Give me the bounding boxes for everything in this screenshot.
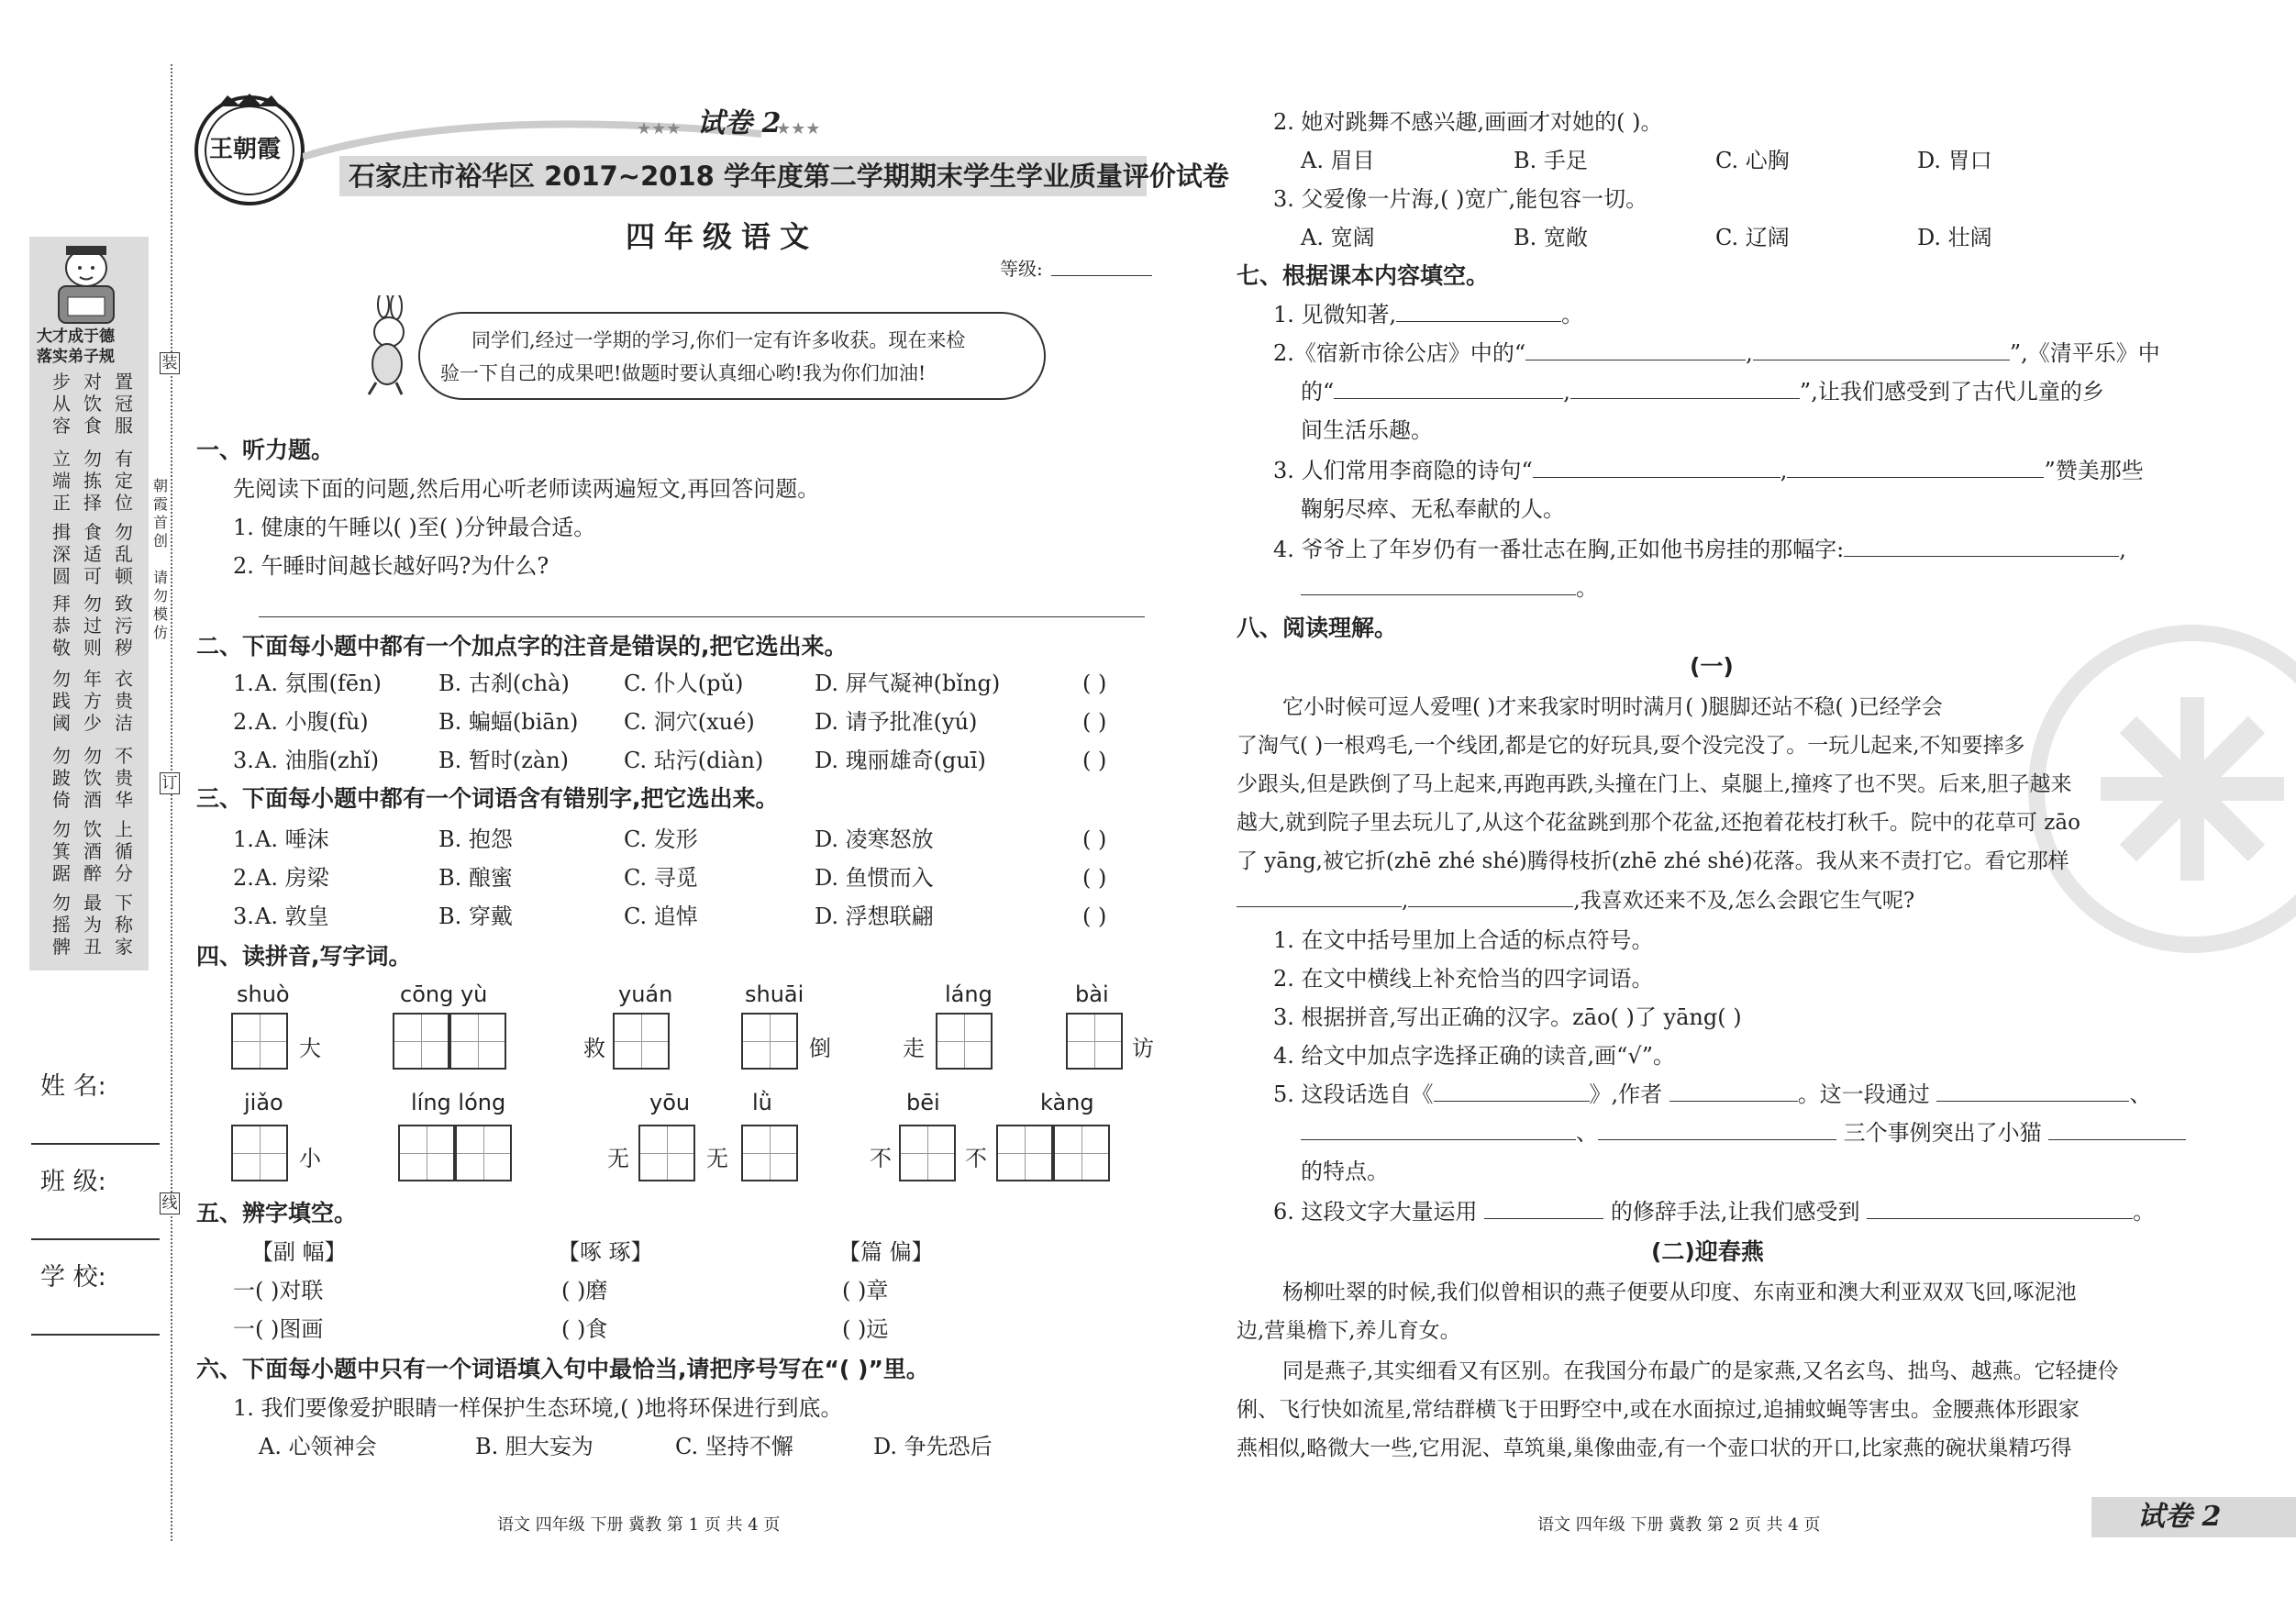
motto-line-1: 大才成于德: [37, 327, 115, 346]
pinyin: lǜ: [752, 1090, 772, 1115]
fill-blank[interactable]: [1301, 1119, 1576, 1140]
char-box[interactable]: [638, 1125, 695, 1181]
section8-title: 八、阅读理解。: [1237, 615, 1398, 641]
section8-q6: [1273, 1198, 2155, 1225]
section7-title: 七、根据课本内容填空。: [1237, 262, 1490, 289]
rule-col: 勿践阈: [52, 668, 71, 734]
rule-col: 拜恭敬: [52, 593, 71, 659]
fold-mark: 线: [160, 1192, 180, 1214]
char-box[interactable]: [936, 1013, 993, 1070]
fill-blank[interactable]: [1844, 536, 2119, 557]
char-box[interactable]: [613, 1013, 670, 1070]
rule-col: 勿摇髀: [52, 892, 71, 958]
char-box[interactable]: [741, 1125, 798, 1181]
option-c[interactable]: C. 玷污(diàn): [624, 748, 764, 773]
option-a[interactable]: A. 心领神会: [259, 1434, 377, 1459]
fill-blank[interactable]: [1753, 339, 2010, 360]
given-char: 小: [299, 1146, 321, 1171]
item-number: 1.: [233, 671, 254, 696]
section7-q1: [1273, 301, 1583, 328]
passage1-line: 越大,就到院子里去玩儿了,从这个花盆跳到那个花盆,还抱着花枝打秋千。院中的花草可 zāo: [1237, 811, 2080, 835]
section6-q1: 1. 我们要像爱护眼睛一样保护生态环境,( )地将环保进行到底。: [233, 1395, 843, 1421]
series-stars-right: ★★★: [776, 119, 821, 139]
fill-blank[interactable]: [1867, 1198, 2133, 1219]
passage2-line: 杨柳吐翠的时候,我们似曾相识的燕子便要从印度、东南亚和澳大利亚双双飞回,啄泥池: [1282, 1281, 2077, 1304]
fill-blank[interactable]: [1434, 1081, 1590, 1102]
motto-line-2: 落实弟子规: [37, 348, 115, 366]
fill-blank[interactable]: [1396, 301, 1561, 322]
option-c[interactable]: C. 仆人(pǔ): [624, 671, 744, 696]
rule-col: 勿拣择: [83, 448, 102, 514]
given-char: 无: [607, 1146, 629, 1171]
section7-q2: [1273, 339, 2160, 367]
fill-blank[interactable]: [1533, 457, 1780, 478]
fill-blank[interactable]: [1669, 1081, 1798, 1102]
section8-q5: [1273, 1081, 2151, 1108]
section1-q2: 2. 午睡时间越长越好吗?为什么?: [233, 553, 549, 579]
q-text: 1. 见微知著,: [1273, 302, 1397, 327]
fill-item[interactable]: 一( )对联: [233, 1278, 324, 1303]
option-b[interactable]: B. 手足: [1514, 148, 1588, 173]
section1-title: 一、听力题。: [196, 437, 335, 463]
given-char: 访: [1132, 1036, 1154, 1061]
given-char: 救: [583, 1036, 605, 1061]
section5-title: 五、辨字填空。: [196, 1200, 358, 1226]
passage2-line: 边,营巢檐下,养儿育女。: [1237, 1319, 1461, 1343]
rule-col: 立端正: [52, 448, 71, 514]
option-c[interactable]: C. 坚持不懈: [675, 1434, 793, 1459]
comma: ,: [2119, 537, 2126, 562]
section7-q2-end: 间生活乐趣。: [1301, 417, 1433, 443]
school-label: 学 校:: [40, 1263, 106, 1292]
section6-q3: 3. 父爱像一片海,( )宽广,能包容一切。: [1273, 186, 1648, 212]
rule-col: 勿饮酒: [83, 745, 102, 811]
pinyin: cōng yù: [400, 981, 488, 1007]
option-d[interactable]: D. 浮想联翩: [815, 904, 934, 929]
class-label: 班 级:: [40, 1168, 106, 1196]
option-d[interactable]: D. 胃口: [1917, 148, 1992, 173]
rule-col: 置冠服: [115, 371, 133, 437]
fill-item[interactable]: 一( )图画: [233, 1316, 324, 1342]
fold-mark: 订: [160, 772, 180, 794]
fill-item[interactable]: ( )食: [561, 1316, 608, 1342]
option-d[interactable]: D. 屏气凝神(bǐng): [815, 671, 1001, 696]
section6-title: 六、下面每小题中只有一个词语填入句中最恰当,请把序号写在“( )”里。: [196, 1356, 929, 1382]
footer-right: 语文 四年级 下册 冀教 第 2 页 共 4 页: [1537, 1515, 1821, 1535]
rule-col: 上循分: [115, 818, 133, 884]
logo-badge: [191, 92, 308, 209]
section6-q2: 2. 她对跳舞不感兴趣,画画才对她的( )。: [1273, 109, 1663, 135]
fill-blank[interactable]: [1484, 1198, 1603, 1219]
q-text: 4. 爷爷上了年岁仍有一番壮志在胸,正如他书房挂的那幅字:: [1273, 537, 1845, 562]
section8-q5-end: 的特点。: [1301, 1159, 1389, 1184]
fill-blank[interactable]: [1598, 1119, 1836, 1140]
option-b[interactable]: B. 胆大妄为: [475, 1434, 593, 1459]
rule-col: 步从容: [52, 371, 71, 437]
option-d[interactable]: D. 争先恐后: [873, 1434, 993, 1459]
char-box[interactable]: [899, 1125, 956, 1181]
fill-blank[interactable]: [1570, 378, 1800, 399]
option-c[interactable]: C. 寻觅: [624, 865, 698, 891]
q-text: ”,《清平乐》中: [2009, 340, 2160, 366]
rule-col: 勿跛倚: [52, 745, 71, 811]
q-text: 、: [2129, 1081, 2152, 1107]
grade-field[interactable]: [1051, 275, 1152, 276]
char-box[interactable]: [1053, 1125, 1110, 1181]
section2-title: 二、下面每小题中都有一个加点字的注音是错误的,把它选出来。: [196, 633, 848, 660]
given-char: 走: [903, 1036, 925, 1061]
rule-col: 饮酒醉: [83, 818, 102, 884]
period: 。: [1576, 575, 1598, 601]
binding-line: [171, 64, 172, 1541]
item-number: 2.: [233, 865, 254, 891]
period: 。: [1561, 302, 1584, 327]
option-a[interactable]: A. 唾沫: [255, 826, 329, 852]
option-b[interactable]: B. 酿蜜: [438, 865, 513, 891]
section1-q1: 1. 健康的午睡以( )至( )分钟最合适。: [233, 515, 596, 540]
section7-q4-cont: [1301, 574, 1598, 602]
exam-title: 石家庄市裕华区 2017~2018 学年度第二学期期末学生学业质量评价试卷: [349, 161, 1229, 192]
series-label: 试卷 2: [697, 107, 782, 139]
grade-label: 等级:: [1000, 258, 1043, 280]
section7-q3: [1273, 457, 2144, 484]
option-b[interactable]: B. 暂时(zàn): [438, 748, 570, 773]
given-char: 无: [706, 1146, 728, 1171]
header-swoosh: [303, 106, 761, 161]
option-c[interactable]: C. 洞穴(xué): [624, 709, 755, 735]
fill-blank[interactable]: [1301, 574, 1576, 595]
answer-blank[interactable]: ( ): [1082, 748, 1107, 773]
char-box[interactable]: [231, 1125, 288, 1181]
rule-col: 对饮食: [83, 371, 102, 437]
q-text: 5. 这段话选自《: [1273, 1081, 1434, 1107]
passage1-line: 它小时候可逗人爱哩( )才来我家时明时满月( )腿脚还站不稳( )已经学会: [1282, 695, 1943, 719]
section1-answer-line[interactable]: [259, 616, 1145, 617]
comma: ,: [1563, 379, 1570, 405]
rule-col: 下称家: [115, 892, 133, 958]
fill-blank[interactable]: [1787, 457, 2044, 478]
option-c[interactable]: C. 心胸: [1715, 148, 1790, 173]
section8-q3: 3. 根据拼音,写出正确的汉字。zāo( )了 yāng( ): [1273, 1004, 1742, 1030]
pinyin: yōu: [649, 1090, 691, 1115]
rule-col: 最为丑: [83, 892, 102, 958]
rule-col: 勿箕踞: [52, 818, 71, 884]
section1-instruction: 先阅读下面的问题,然后用心听老师读两遍短文,再回答问题。: [233, 476, 820, 502]
fill-blank[interactable]: [1525, 339, 1746, 360]
passage1-line: 少跟头,但是跌倒了马上起来,再跑再跌,头撞在门上、桌腿上,撞疼了也不哭。后来,胆子越来: [1237, 772, 2072, 796]
char-box[interactable]: [996, 1125, 1053, 1181]
series-stars-left: ★★★: [637, 119, 682, 139]
comma: ,: [1746, 340, 1753, 366]
pinyin: shuāi: [745, 981, 804, 1007]
name-field[interactable]: [31, 1143, 160, 1145]
option-a[interactable]: A. 氛围(fēn): [255, 671, 382, 696]
q-text: 的“: [1301, 379, 1335, 405]
q-text: 。: [2133, 1199, 2156, 1225]
pinyin: bēi: [906, 1090, 940, 1115]
q-text: 、: [1576, 1120, 1598, 1146]
q-text: 。这一段通过: [1797, 1081, 1930, 1107]
char-box[interactable]: [449, 1013, 506, 1070]
fill-item[interactable]: ( )远: [842, 1316, 889, 1342]
given-char: 不: [870, 1146, 892, 1171]
group-label: 【啄 琢】: [558, 1239, 653, 1265]
passage1-line: 了淘气( )一根鸡毛,一个线团,都是它的好玩具,耍个没完没了。一玩儿起来,不知要摔多: [1237, 734, 2025, 758]
subject-title: 四年级语文: [626, 219, 819, 254]
section7-q2-cont: [1301, 378, 2104, 405]
intro-line-2: 验一下自己的成果吧!做题时要认真细心哟!我为你们加油!: [440, 362, 926, 384]
answer-blank[interactable]: ( ): [1082, 671, 1107, 696]
footer-left: 语文 四年级 下册 冀教 第 1 页 共 4 页: [497, 1515, 781, 1535]
option-b[interactable]: B. 蝙蝠(biān): [438, 709, 579, 735]
char-box[interactable]: [455, 1125, 512, 1181]
item-number: 3.: [233, 904, 254, 929]
option-d[interactable]: D. 瑰丽雄奇(guī): [815, 748, 986, 773]
passage2-line: 燕相似,略微大一些,它用泥、草筑巢,巢像曲壶,有一个壶口状的开口,比家燕的碗状巢精巧得: [1237, 1436, 2072, 1460]
group-label: 【篇 偏】: [838, 1239, 934, 1265]
school-field[interactable]: [31, 1334, 160, 1336]
rule-col: 揖深圆: [52, 521, 71, 587]
name-label: 姓 名:: [40, 1072, 106, 1101]
char-box[interactable]: [231, 1013, 288, 1070]
option-b[interactable]: B. 古刹(chà): [438, 671, 570, 696]
section8-q4: 4. 给文中加点字选择正确的读音,画“√”。: [1273, 1043, 1675, 1069]
q-text: ”赞美那些: [2044, 458, 2144, 483]
rule-col: 勿过则: [83, 593, 102, 659]
passage1-line-last: [1237, 886, 1914, 915]
fill-blank[interactable]: [1408, 886, 1573, 907]
copyright-note: 请勿模仿: [152, 569, 168, 641]
q-text: 三个事例突出了小猫: [1843, 1120, 2042, 1146]
rule-col: 年方少: [83, 668, 102, 734]
char-box[interactable]: [393, 1013, 449, 1070]
item-number: 1.: [233, 826, 254, 852]
rule-col: 致污秽: [115, 593, 133, 659]
group-label: 【副 幅】: [251, 1239, 347, 1265]
copyright-note: 朝霞首创: [152, 477, 168, 549]
pinyin: láng: [945, 981, 993, 1007]
item-number: 3.: [233, 748, 254, 773]
rule-col: 不贵华: [115, 745, 133, 811]
option-a[interactable]: A. 眉目: [1301, 148, 1375, 173]
q-text: 的修辞手法,让我们感受到: [1610, 1199, 1860, 1225]
section8-q2: 2. 在文中横线上补充恰当的四字词语。: [1273, 966, 1654, 992]
char-box[interactable]: [398, 1125, 455, 1181]
option-a[interactable]: A. 小腹(fù): [255, 709, 369, 735]
rule-col: 食适可: [83, 521, 102, 587]
footer-badge: 试卷 2: [2137, 1501, 2222, 1533]
char-box[interactable]: [741, 1013, 798, 1070]
answer-blank[interactable]: ( ): [1082, 709, 1107, 735]
option-d[interactable]: D. 鱼惯而入: [815, 865, 934, 891]
option-d[interactable]: D. 凌寒怒放: [815, 826, 934, 852]
pinyin: kàng: [1040, 1090, 1094, 1115]
option-a[interactable]: A. 敦皇: [255, 904, 329, 929]
rule-col: 有定位: [115, 448, 133, 514]
given-char: 倒: [809, 1036, 831, 1061]
answer-blank[interactable]: ( ): [1082, 904, 1107, 929]
passage2-line: 俐、飞行快如流星,常结群横飞于田野空中,或在水面掠过,追捕蚊蝇等害虫。金腰燕体形跟家: [1237, 1398, 2080, 1422]
comma: ,: [1780, 458, 1788, 483]
scholar-illustration: [40, 240, 132, 331]
fill-blank[interactable]: [1237, 886, 1402, 907]
rule-col: 衣贵洁: [115, 668, 133, 734]
option-a[interactable]: A. 油脂(zhǐ): [255, 748, 380, 773]
class-field[interactable]: [31, 1238, 160, 1240]
given-char: 不: [965, 1146, 987, 1171]
option-d[interactable]: D. 请予批准(yú): [815, 709, 978, 735]
pinyin: shuò: [237, 981, 290, 1007]
option-d[interactable]: D. 壮阔: [1917, 225, 1992, 250]
passage1-title: (一): [1690, 653, 1734, 680]
passage2-line: 同是燕子,其实细看又有区别。在我国分布最广的是家燕,又名玄鸟、拙鸟、越燕。它轻捷伶: [1282, 1359, 2119, 1383]
q-text: 》,作者: [1589, 1081, 1663, 1107]
section3-title: 三、下面每小题中都有一个词语含有错别字,把它选出来。: [196, 785, 779, 812]
passage-text: ,我喜欢还来不及,怎么会跟它生气呢?: [1573, 889, 1915, 913]
pinyin: líng lóng: [411, 1090, 506, 1115]
q-text: 3. 人们常用李商隐的诗句“: [1273, 458, 1533, 483]
option-a[interactable]: A. 宽阔: [1301, 225, 1375, 250]
fill-item[interactable]: ( )磨: [561, 1278, 608, 1303]
section8-q5-cont: [1301, 1119, 2186, 1147]
q-text: ”,让我们感受到了古代儿童的乡: [1799, 379, 2104, 405]
pinyin: yuán: [618, 981, 673, 1007]
option-c[interactable]: C. 辽阔: [1715, 225, 1790, 250]
fill-blank[interactable]: [1334, 378, 1563, 399]
option-c[interactable]: C. 发形: [624, 826, 698, 852]
comma: ,: [1402, 889, 1409, 913]
fill-item[interactable]: ( )章: [842, 1278, 889, 1303]
char-box[interactable]: [1066, 1013, 1123, 1070]
section8-q1: 1. 在文中括号里加上合适的标点符号。: [1273, 927, 1654, 953]
section7-q3-cont: 鞠躬尽瘁、无私奉献的人。: [1301, 496, 1565, 522]
passage1-line: 了 yāng,被它折(zhē zhé shé)腾得枝折(zhē zhé shé)花落。我从来不责打它。看它那样: [1237, 849, 2069, 873]
fill-blank[interactable]: [2048, 1119, 2186, 1140]
option-b[interactable]: B. 宽敞: [1514, 225, 1588, 250]
section7-q4: [1273, 536, 2126, 563]
intro-line-1: 同学们,经过一学期的学习,你们一定有许多收获。现在来检: [471, 329, 966, 351]
option-b[interactable]: B. 穿戴: [438, 904, 513, 929]
passage2-title: (二)迎春燕: [1651, 1238, 1764, 1265]
answer-blank[interactable]: ( ): [1082, 865, 1107, 891]
logo-text: 王朝霞: [209, 136, 282, 163]
given-char: 大: [299, 1036, 321, 1061]
rabbit-mascot: [349, 295, 422, 400]
fold-mark: 装: [160, 352, 180, 374]
option-a[interactable]: A. 房梁: [255, 865, 329, 891]
pinyin: bài: [1075, 981, 1109, 1007]
rule-col: 勿乱顿: [115, 521, 133, 587]
q-text: 2.《宿新市徐公店》中的“: [1273, 340, 1526, 366]
fill-blank[interactable]: [1936, 1081, 2129, 1102]
option-b[interactable]: B. 抱怨: [438, 826, 513, 852]
option-c[interactable]: C. 追悼: [624, 904, 698, 929]
section4-title: 四、读拼音,写字词。: [196, 943, 412, 970]
q-text: 6. 这段文字大量运用: [1273, 1199, 1478, 1225]
pinyin: jiǎo: [244, 1090, 283, 1115]
item-number: 2.: [233, 709, 254, 735]
answer-blank[interactable]: ( ): [1082, 826, 1107, 852]
